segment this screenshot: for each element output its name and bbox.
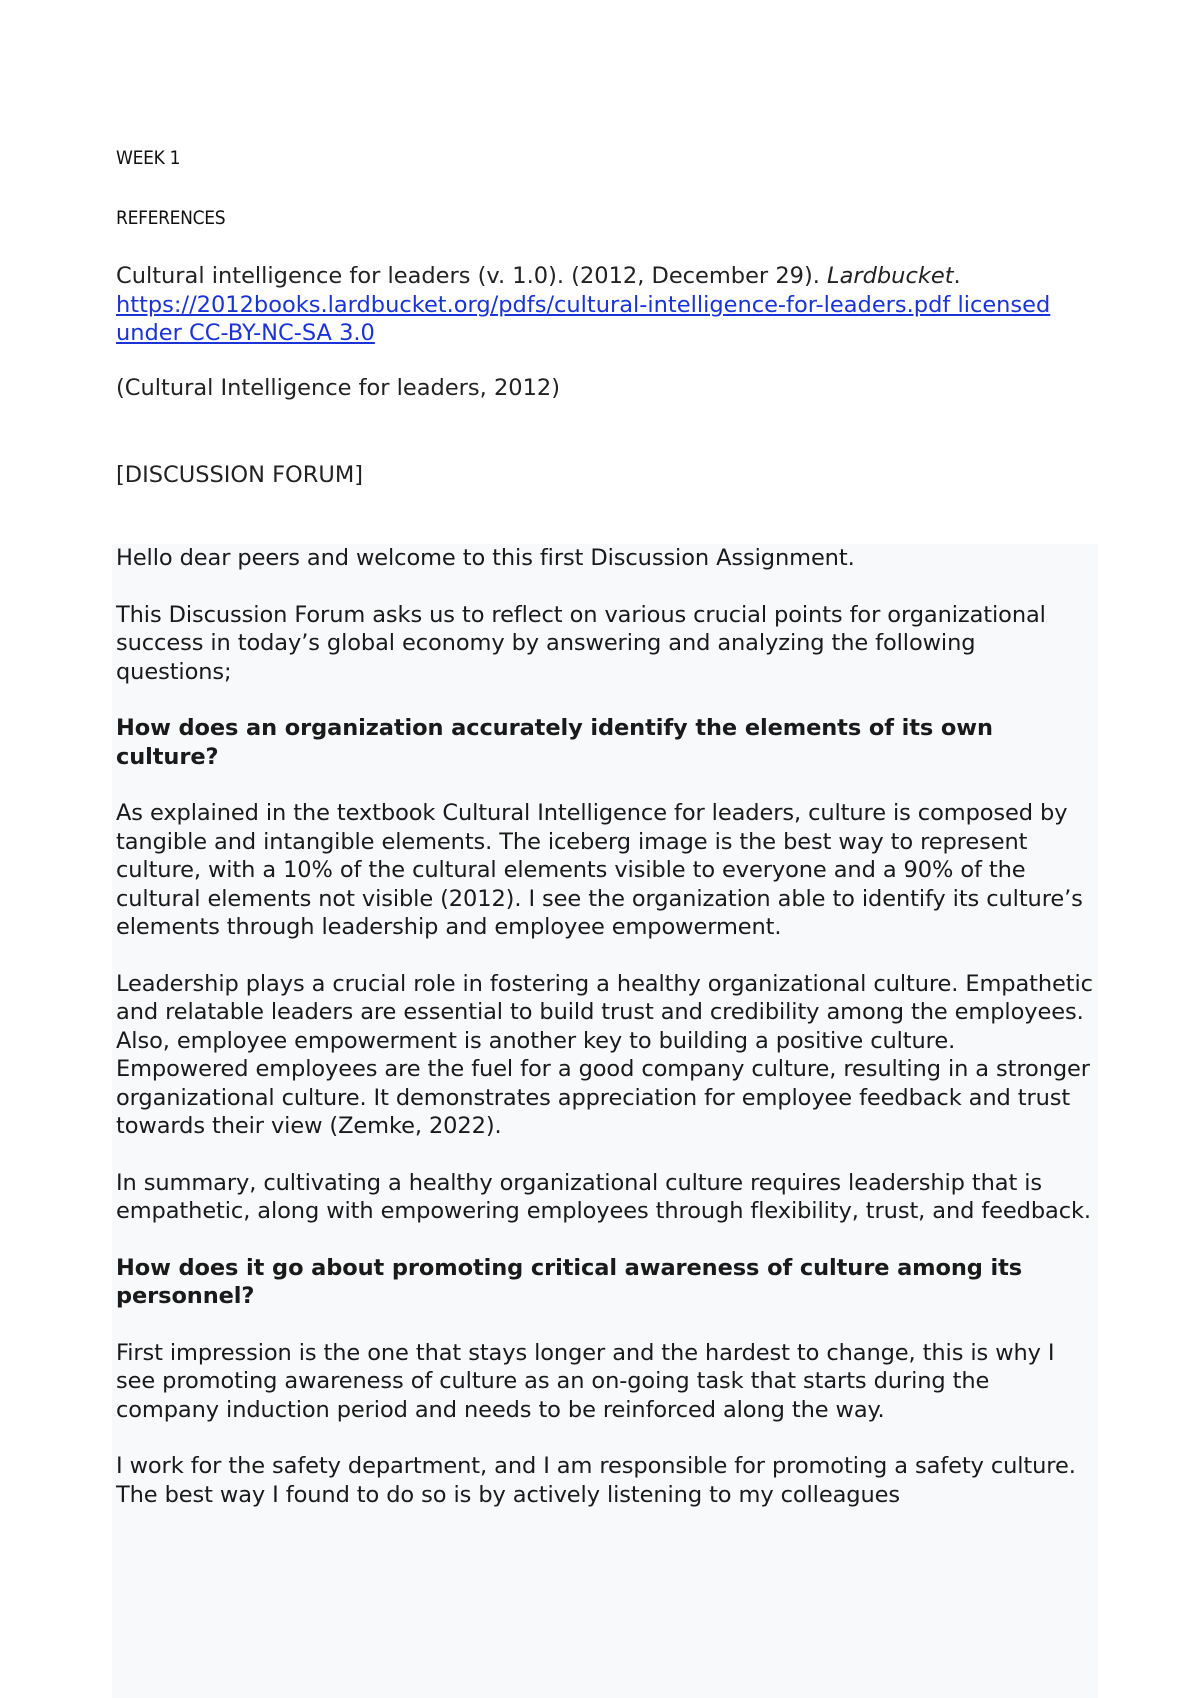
answer-1-paragraph-2: Leadership plays a crucial role in fostering a healthy organizational culture. Empathetic and relatable leaders are essential to build trust and credibility among the employees. Also, employee empowerment is another key to building a positive culture. Empowered employees are the fuel for a good company culture, resulting in a stronger organizational culture. It demonstrates appreciation for employee feedback and trust towards their view (Zemke, 2022). [116, 970, 1093, 1139]
discussion-forum-tag: [DISCUSSION FORUM] [116, 462, 364, 488]
reference-link[interactable]: https://2012books.lardbucket.org/pdfs/cultural-intelligence-for-leaders.pdf licensed under CC-BY-NC-SA 3.0 [116, 291, 1051, 346]
reference-text: Cultural intelligence for leaders (v. 1.0). (2012, December 29). [116, 263, 828, 289]
reference-punct: . [953, 263, 961, 289]
question-1: How does an organization accurately identify the elements of its own culture? [116, 715, 993, 770]
question-2: How does it go about promoting critical awareness of culture among its personnel? [116, 1254, 1023, 1309]
answer-2-paragraph-2: I work for the safety department, and I am responsible for promoting a safety culture. The best way I found to do so is by actively listening to my colleagues [116, 1453, 1076, 1508]
answer-2-paragraph-1: First impression is the one that stays longer and the hardest to change, this is why I see promoting awareness of culture as an on-going task that starts during the company induction period and needs to be reinforced along the way. [116, 1339, 1055, 1423]
post-greeting: Hello dear peers and welcome to this first Discussion Assignment. [116, 545, 855, 571]
references-heading: REFERENCES [116, 207, 226, 229]
discussion-post [112, 544, 1098, 1698]
week-label: WEEK 1 [116, 147, 181, 169]
answer-1-paragraph-1: As explained in the textbook Cultural Intelligence for leaders, culture is composed by tangible and intangible elements. The iceberg image is the best way to represent culture, with a 10% of the cultural elements visible to everyone and a 90% of the cultural elements not visible (2012). I see the organization able to identify its culture’s elements through leadership and employee empowerment. [116, 800, 1083, 940]
reference-journal: Lardbucket [827, 263, 954, 289]
reference-entry [116, 262, 1096, 348]
in-text-citation: (Cultural Intelligence for leaders, 2012) [116, 375, 561, 401]
answer-1-paragraph-3: In summary, cultivating a healthy organizational culture requires leadership that is empathetic, along with empowering employees through flexibility, trust, and feedback. [116, 1169, 1091, 1224]
post-intro: This Discussion Forum asks us to reflect on various crucial points for organizational success in today’s global economy by answering and analyzing the following questions; [116, 601, 1046, 685]
